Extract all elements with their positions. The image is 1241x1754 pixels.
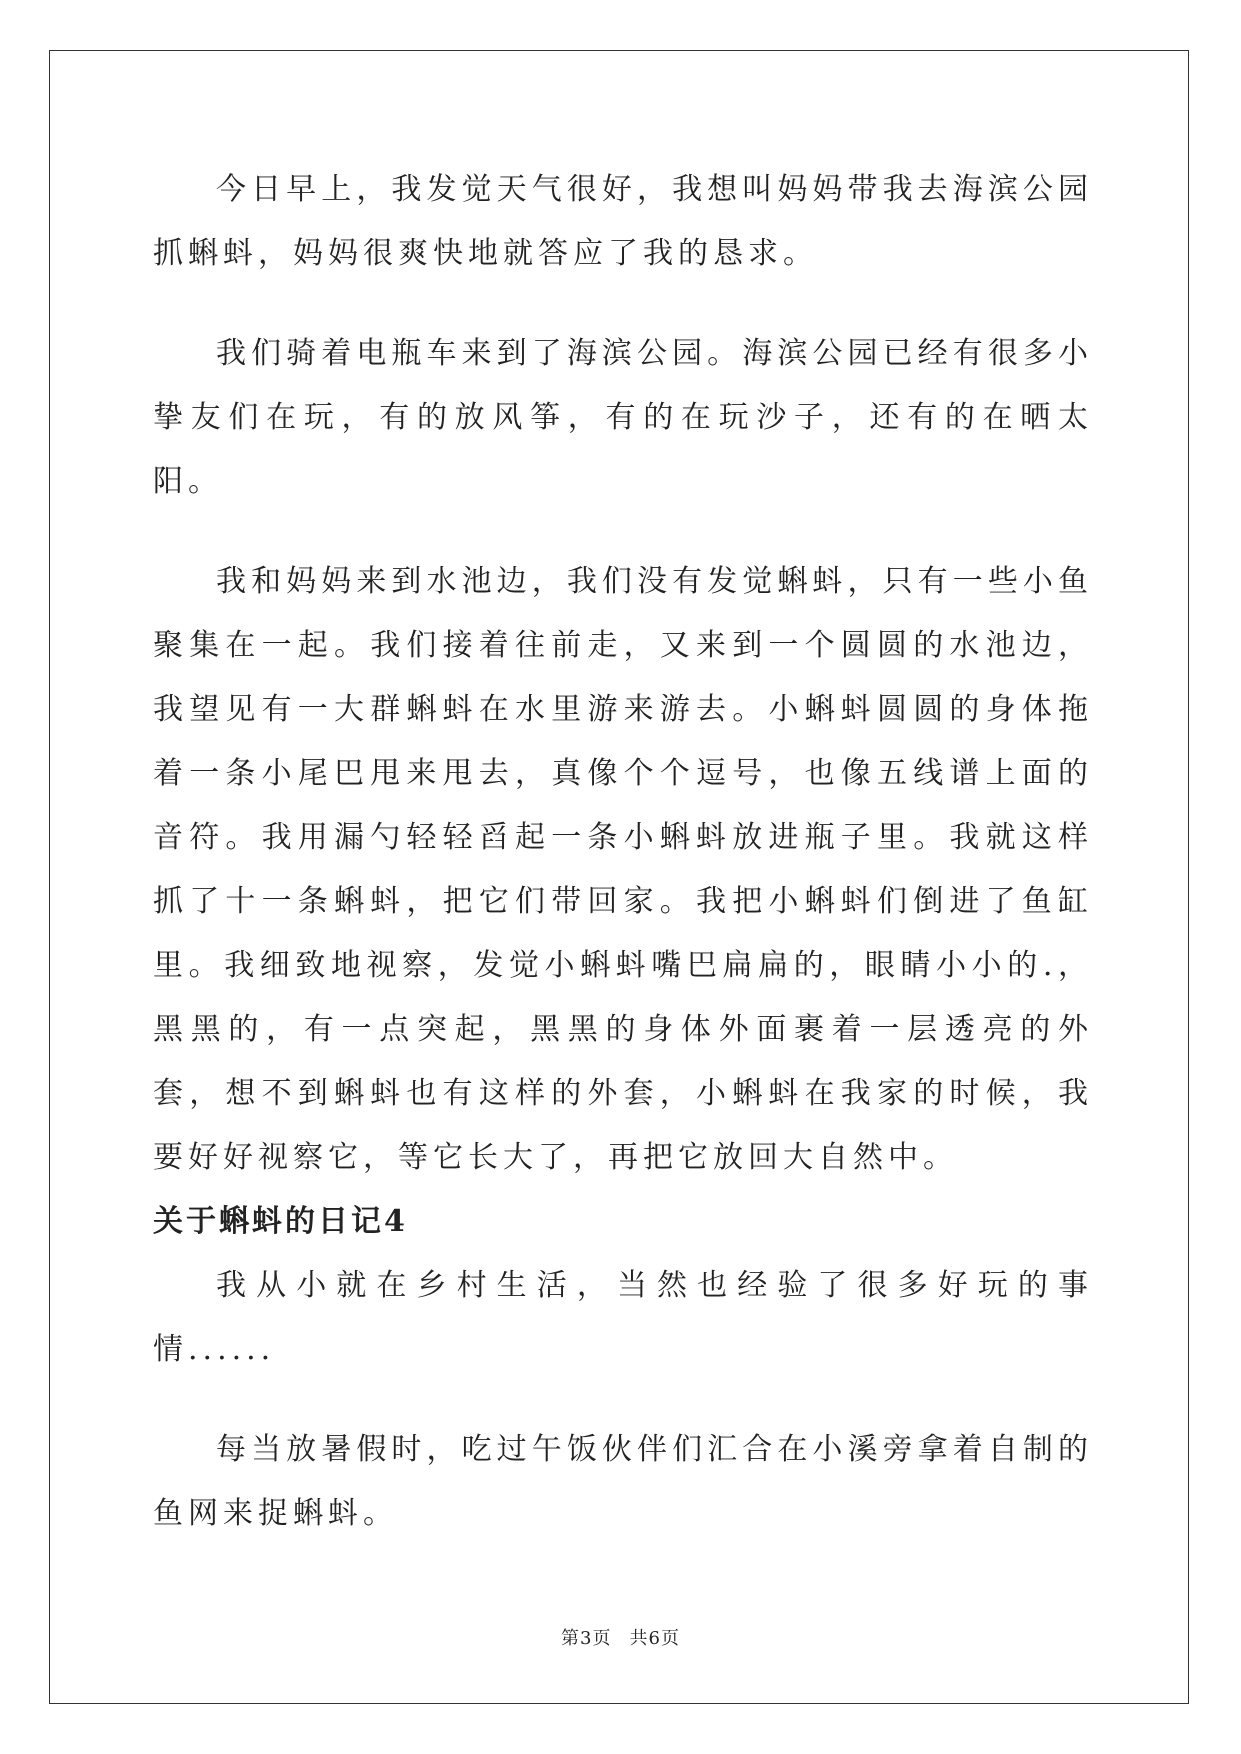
page-total: 共6页 <box>629 1628 680 1649</box>
paragraph-1: 今日早上，我发觉天气很好，我想叫妈妈带我去海滨公园抓蝌蚪，妈妈很爽快地就答应了我的恳求。 <box>153 172 1093 271</box>
document-body <box>153 158 1093 1546</box>
page-footer <box>0 1627 1241 1651</box>
paragraph-4: 我从小就在乡村生活，当然也经验了很多好玩的事情...... <box>153 1268 1093 1367</box>
paragraph-5: 每当放暑假时，吃过午饭伙伴们汇合在小溪旁拿着自制的鱼网来捉蝌蚪。 <box>153 1432 1093 1531</box>
paragraph-2: 我们骑着电瓶车来到了海滨公园。海滨公园已经有很多小挚友们在玩，有的放风筝，有的在玩沙子，还有的在晒太阳。 <box>153 336 1093 499</box>
paragraph-3: 我和妈妈来到水池边，我们没有发觉蝌蚪，只有一些小鱼聚集在一起。我们接着往前走，又来到一个圆圆的水池边，我望见有一大群蝌蚪在水里游来游去。小蝌蚪圆圆的身体拖着一条小尾巴甩来甩去，真像个个逗号，也像五线谱上面的音符。我用漏勺轻轻舀起一条小蝌蚪放进瓶子里。我就这样抓了十一条蝌蚪，把它们带回家。我把小蝌蚪们倒进了鱼缸里。我细致地视察，发觉小蝌蚪嘴巴扁扁的，眼睛小小的.，黑黑的，有一点突起，黑黑的身体外面裹着一层透亮的外套，想不到蝌蚪也有这样的外套，小蝌蚪在我家的时候，我要好好视察它，等它长大了，再把它放回大自然中。 <box>153 564 1093 1175</box>
section-heading: 关于蝌蚪的日记4 <box>153 1204 408 1239</box>
page-number: 第3页 <box>561 1628 612 1649</box>
